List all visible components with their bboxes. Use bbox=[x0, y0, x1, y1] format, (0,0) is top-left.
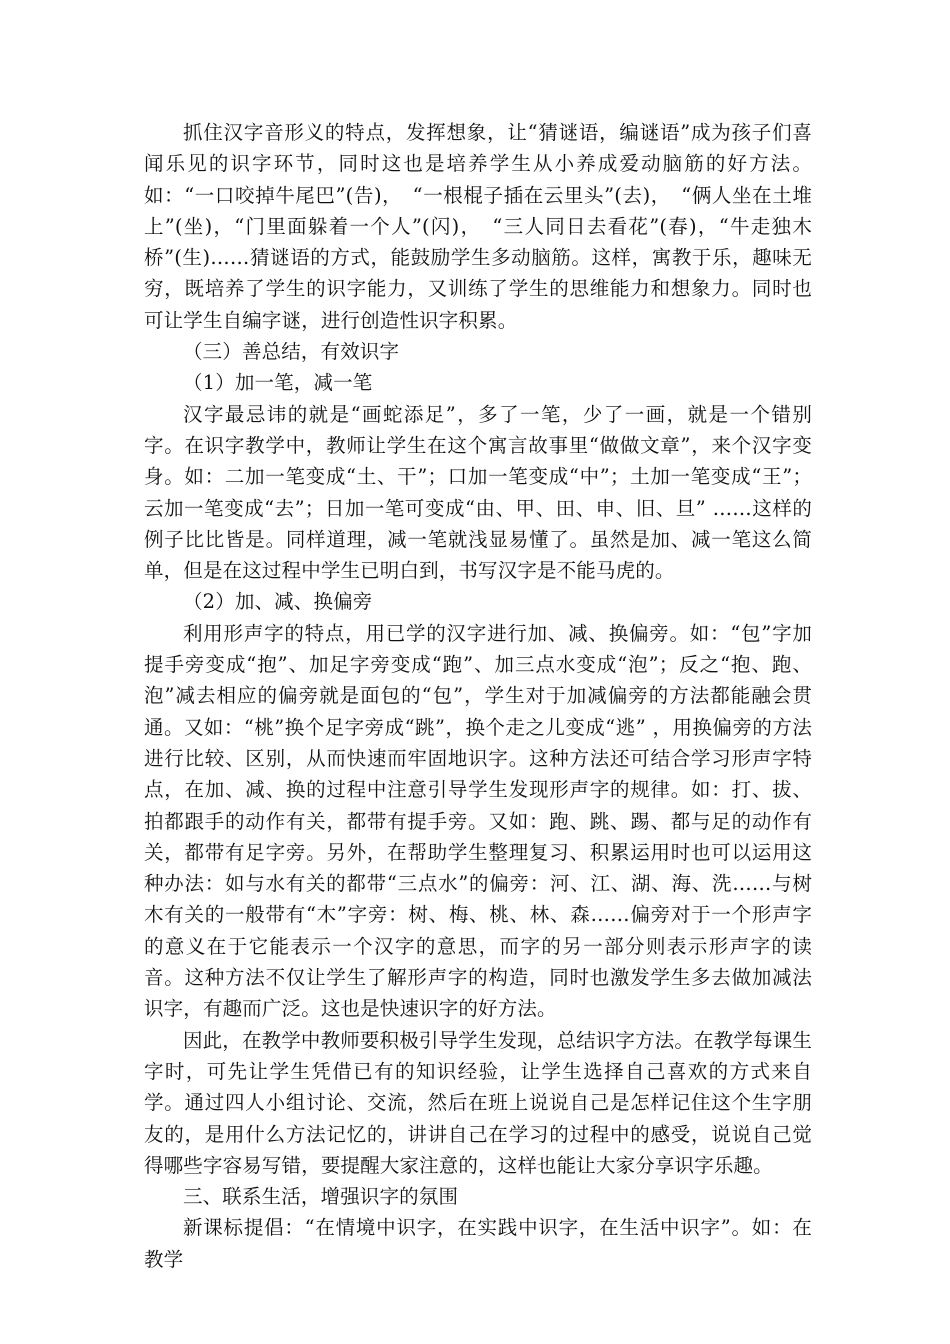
section-heading-summarize: （三）善总结，有效识字 bbox=[183, 340, 400, 364]
paragraph-teacher-guidance: 因此，在教学中教师要积极引导学生发现，总结识字方法。在教学每课生字时，可先让学生凭借已有的知识经验，让学生选择自己喜欢的方式来自学。通过四人小组讨论、交流，然后在班上说说自己是怎样记住这个生字朋友的，是用什么方法记忆的，讲讲自己在学习的过程中的感受，说说自己觉得哪些字容易写错，要提醒大家注意的，这样也能让大家分享识字乐趣。 bbox=[144, 1028, 812, 1177]
document-page bbox=[144, 117, 812, 1275]
subheading-radicals: （2）加、减、换偏旁 bbox=[183, 590, 373, 614]
paragraph-curriculum-standard: 新课标提倡：“在情境中识字，在实践中识字，在生活中识字”。如：在教学 bbox=[144, 1216, 812, 1271]
paragraph-radicals: 利用形声字的特点，用已学的汉字进行加、减、换偏旁。如：“包”字加提手旁变成“抱”、加足字旁变成“跑”、加三点水变成“泡”；反之“抱、跑、泡”减去相应的偏旁就是面包的“包”，学生对于加减偏旁的方法都能融会贯通。又如：“桃”换个足字旁成“跳”，换个走之儿变成“逃” ，用换偏旁的方法进行比较、区别，从而快速而牢固地识字。这种方法还可结合学习形声字特点，在加、减、换的过程中注意引导学生发现形声字的规律。如：打、拔、拍都跟手的动作有关，都带有提手旁。又如：跑、跳、踢、都与足的动作有关，都带有足字旁。另外，在帮助学生整理复习、积累运用时也可以运用这种办法：如与水有关的都带“三点水”的偏旁：河、江、湖、海、洗……与树木有关的一般带有“木”字旁：树、梅、桃、林、森……偏旁对于一个形声字的意义在于它能表示一个汉字的意思，而字的另一部分则表示形声字的读音。这种方法不仅让学生了解形声字的构造，同时也激发学生多去做加减法识字，有趣而广泛。这也是快速识字的好方法。 bbox=[144, 621, 812, 1021]
section-heading-life-connection: 三、联系生活，增强识字的氛围 bbox=[183, 1185, 459, 1209]
subheading-add-remove-stroke: （1）加一笔，减一笔 bbox=[183, 371, 373, 395]
paragraph-add-remove-stroke: 汉字最忌讳的就是“画蛇添足”，多了一笔，少了一画，就是一个错别字。在识字教学中，教师让学生在这个寓言故事里“做做文章”，来个汉字变身。如：二加一笔变成“土、干”；口加一笔变成“中”；土加一笔变成“王”；云加一笔变成“去”；日加一笔可变成“由、甲、田、申、旧、旦” ……这样的例子比比皆是。同样道理，减一笔就浅显易懂了。虽然是加、减一笔这么简单，但是在这过程中学生已明白到，书写汉字是不能马虎的。 bbox=[144, 402, 812, 583]
paragraph-riddle-method: 抓住汉字音形义的特点，发挥想象，让“猜谜语，编谜语”成为孩子们喜闻乐见的识字环节，同时这也是培养学生从小养成爱动脑筋的好方法。 如：“一口咬掉牛尾巴”(告)， “一根棍子插在云里头”(去)， “俩人坐在土堆上”(坐)，“门里面躲着一个人”(闪)， “三人同日去看花”(春)，“牛走独木桥”(生)……猜谜语的方式，能鼓励学生多动脑筋。这样，寓教于乐，趣味无穷，既培养了学生的识字能力，又训练了学生的思维能力和想象力。同时也可让学生自编字谜，进行创造性识字积累。 bbox=[144, 121, 812, 332]
